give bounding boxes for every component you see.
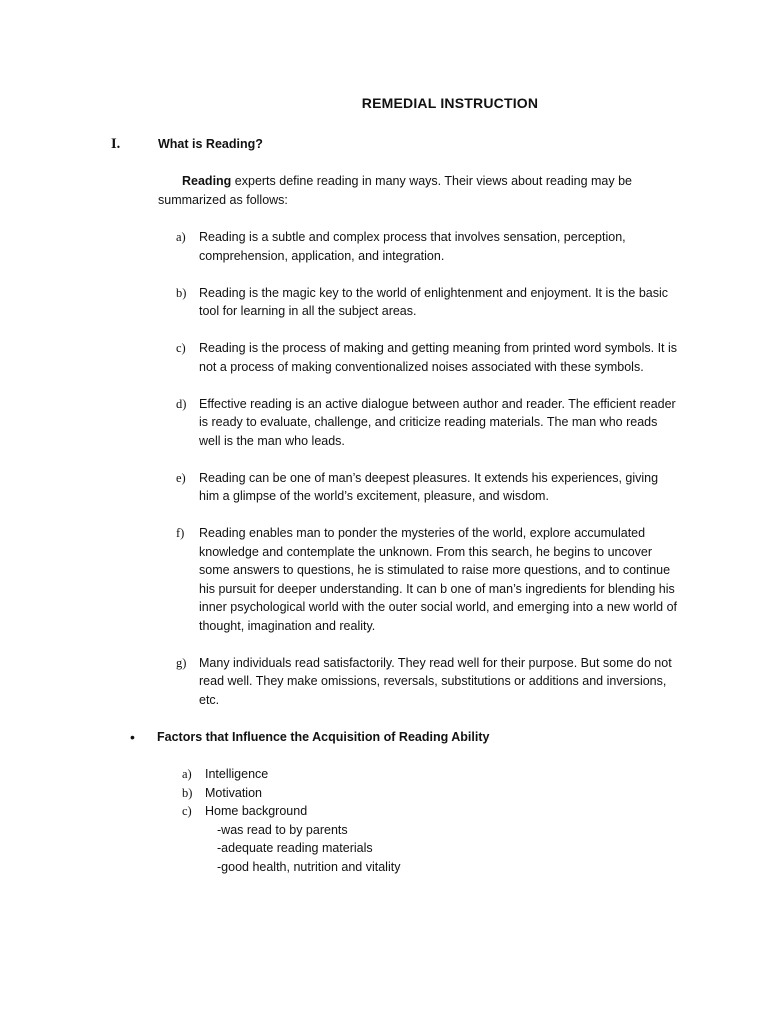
list-marker: d) <box>176 396 187 411</box>
intro-text: experts define reading in many ways. Their views about reading may be summarized as follows: <box>158 174 632 207</box>
list-item <box>182 765 582 784</box>
list-item-text: Effective reading is an active dialogue between author and reader. The efficient reader is ready to evaluate, challenge, and criticize reading materials. The man who reads well is the man who leads. <box>199 396 676 448</box>
list-item <box>182 784 582 803</box>
list-item <box>158 284 678 321</box>
list-item <box>182 802 582 876</box>
list-item <box>158 469 678 506</box>
list-item <box>158 524 678 635</box>
list-marker: e) <box>176 470 186 485</box>
list-item <box>158 654 678 710</box>
list-marker: c) <box>182 804 192 818</box>
list-marker: b) <box>182 785 193 800</box>
list-item-text: Reading is a subtle and complex process that involves sensation, perception, comprehension, application, and integration. <box>199 230 626 263</box>
page-title: REMEDIAL INSTRUCTION <box>361 95 539 111</box>
list-marker: f) <box>176 526 185 540</box>
list-item-text: Reading can be one of man’s deepest pleasures. It extends his experiences, giving him a glimpse of the world’s excitement, pleasure, and wisdom. <box>199 470 659 503</box>
list-marker: g) <box>176 655 187 670</box>
list-marker: a) <box>176 230 186 244</box>
factors-heading: Factors that Influence the Acquisition of Reading Ability <box>157 730 490 744</box>
list-item-text: Intelligence <box>205 767 269 781</box>
list-marker: a) <box>182 767 192 781</box>
list-item-text: Reading enables man to ponder the mysteries of the world, explore accumulated knowledge and contemplate the unknown. From this search, he begins to uncover some answers to questions, he is stimulated to raise more questions, and to continue his pursuit for deeper understanding. It can b one of man’s ingredients for blending his inner psychological world with the outer social world, and emerging into a new world of thought, imagination and reality. <box>199 526 678 633</box>
bullet-icon: • <box>130 729 135 745</box>
intro-lead-word: Reading <box>182 174 232 188</box>
sublist-item: -adequate reading materials <box>217 841 373 855</box>
list-item-text: Home background <box>205 804 308 818</box>
list-item <box>158 395 678 451</box>
section-number: I. <box>111 136 121 152</box>
list-item-text: Reading is the process of making and getting meaning from printed word symbols. It is not a process of making conventionalized noises associated with these symbols. <box>199 341 678 374</box>
factors-list <box>182 765 582 876</box>
definitions-list <box>158 228 678 728</box>
list-item-text: Many individuals read satisfactorily. They read well for their purpose. But some do not read well. They make omissions, reversals, substitutions or additions and inversions, etc. <box>199 655 672 707</box>
list-marker: b) <box>176 285 187 300</box>
list-item <box>158 339 678 376</box>
sublist-item: -good health, nutrition and vitality <box>217 859 401 874</box>
section-heading: What is Reading? <box>158 137 263 151</box>
list-item <box>158 228 678 265</box>
intro-paragraph <box>158 172 658 209</box>
list-item-text: Motivation <box>205 785 262 800</box>
home-background-sublist <box>205 821 582 877</box>
list-marker: c) <box>176 341 186 355</box>
list-item-text: Reading is the magic key to the world of enlightenment and enjoyment. It is the basic tool for learning in all the subject areas. <box>199 285 669 318</box>
sublist-item: -was read to by parents <box>217 822 348 837</box>
